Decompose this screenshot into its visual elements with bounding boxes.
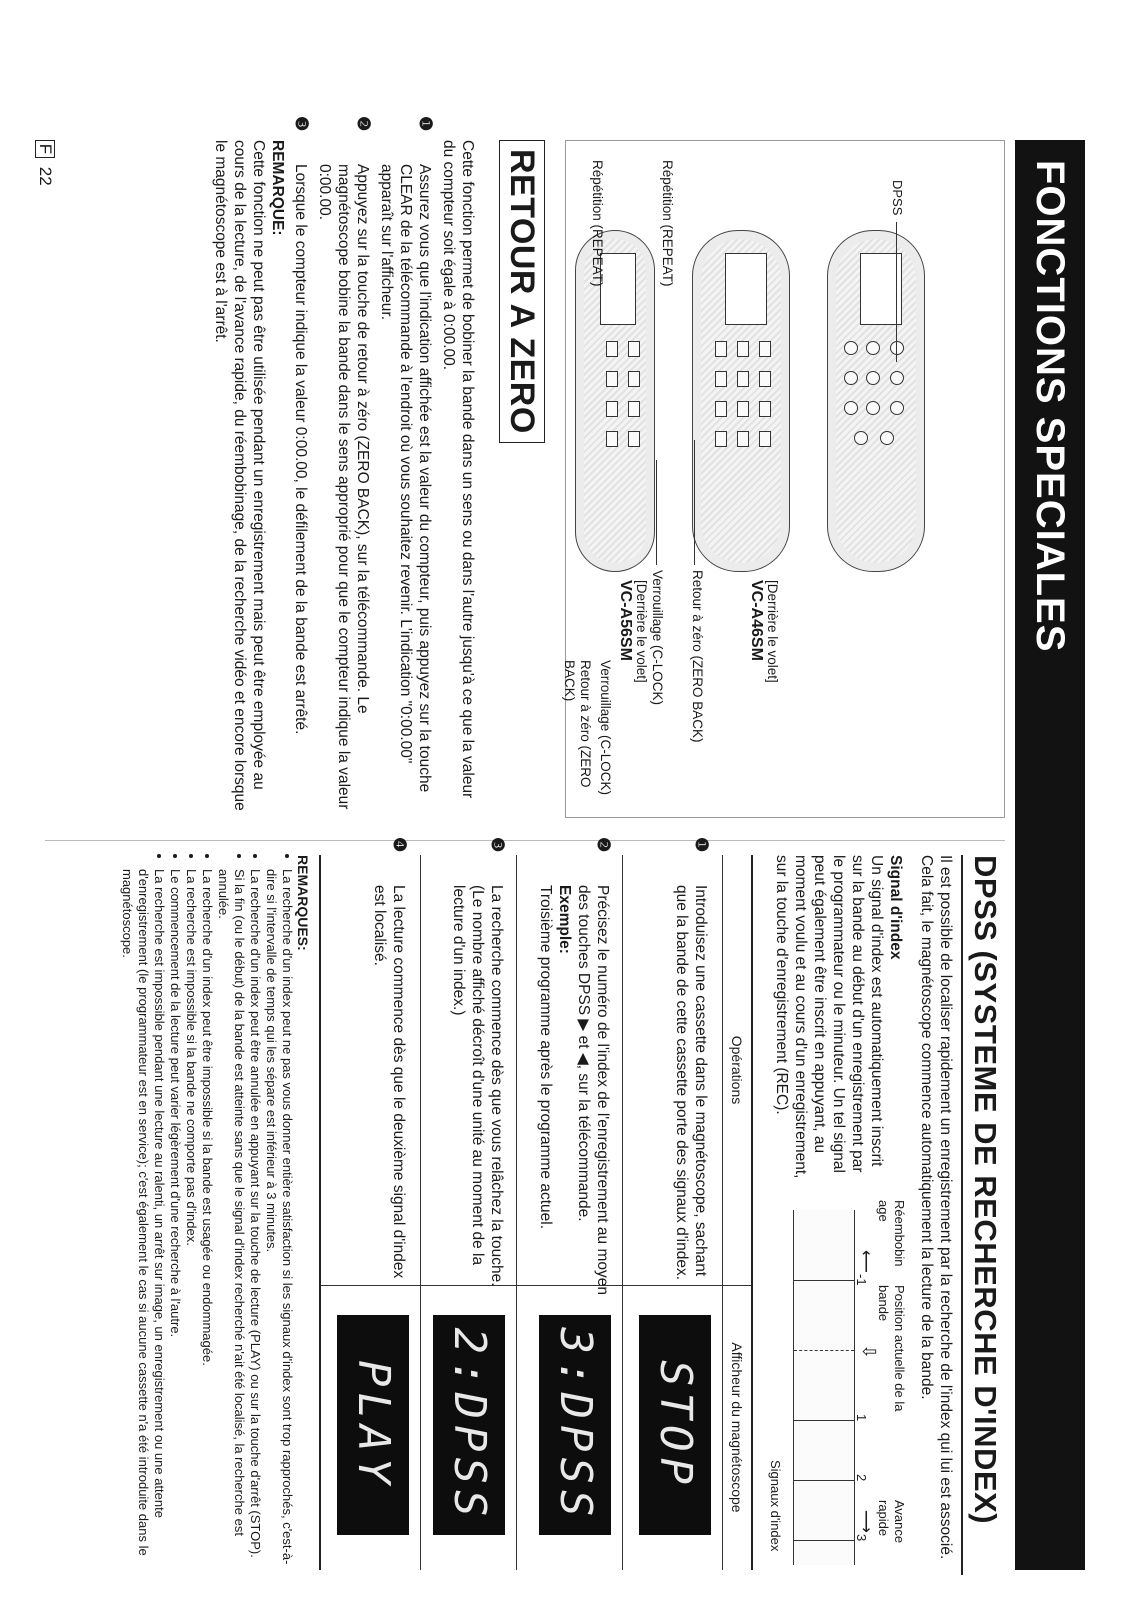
page-number: 22 [36,166,55,186]
leader-line [656,460,657,565]
step-number: ❶ [416,116,435,132]
position-label: Position actuelle de la bande [876,1285,907,1412]
remote-button [844,341,858,355]
remote-2-zero-back-label: Retour à zéro (ZERO BACK) [690,570,705,743]
remote-button [715,371,727,387]
table-row-3-text [449,837,507,1295]
vcr-display-row-2 [539,1315,611,1535]
remote-button [715,401,727,417]
retour-step-2 [315,116,373,816]
remark-item: • La recherche d'un index peut être impossible si la bande est usagée ou endommagée. [199,869,215,1570]
vcr-display-text: 3:DPSS [550,1327,601,1523]
signals-label: Signaux d'index [768,1460,783,1552]
remote-2-c-lock-label: Verrouillage (C-LOCK) [650,570,665,706]
retour-intro: Cette fonction permet de bobiner la bande dans un sens ou dans l'autre jusqu'à ce que la valeur du compteur soit égale à 0:00.00. [440,140,476,799]
remote-3-c-lock-label: Verrouillage (C-LOCK) [598,660,613,796]
row-text: La recherche commence dès que vous relâchez la touche. (Le nombre affiché décroît d'une unité au moment de la lecture d'un index.) [450,885,505,1287]
remote-button [759,401,771,417]
table-row-1-text [672,837,711,1295]
remote-button [866,401,880,415]
remote-button [866,341,880,355]
col-operations-header: Opérations [729,1035,745,1105]
vcr-display-text: STOP [650,1360,701,1490]
remote-figure [555,140,1005,830]
step-text: Lorsque le compteur indique la valeur 0:00.00, le défilement de la bande est arrêté. [292,164,309,735]
remote-control-1 [827,230,925,572]
remote-button [890,341,904,355]
remote-button [890,401,904,415]
tape-diagram [757,1200,907,1570]
remote-button [759,371,771,387]
retour-remark-text: Cette fonction ne peut pas être utilisée pendant un enregistrement mais peut être employée au cours de la lecture, de l'avance rapide, du réembobinage, de la recherche vidéo et encore lorsque le magnétoscope est à l'arrêt. [212,140,267,811]
operations-table [319,837,753,1570]
remote-2-repeat-label: Répétition (REPEAT) [660,160,675,287]
dpss-leader-line [896,222,897,362]
remote-button [628,401,640,417]
row-text: Précisez le numéro de l'index de l'enregistrement au moyen des touches DPSS ▶ et ◀, sur la télécommande. [575,885,611,1295]
example-title: Exemple: [556,885,573,954]
row-text: Introduisez une cassette dans le magnétoscope, sachant que la bande de cette cassette porte des signaux d'index. [673,885,709,1281]
remarks-list [119,855,295,1570]
tick-1: 1 [854,1414,869,1422]
remote-display-window [600,253,636,325]
remark-item: • Le commencement de la lecture peut varier légèrement d'une recherche à l'autre. [167,869,183,1570]
remarks-title: REMARQUES: [295,855,311,951]
row-number: ❹ [390,837,409,853]
index-mark [794,1480,854,1481]
remote-2-model: VC-A46SM [748,580,765,661]
arrow-left-icon: ⟵ [857,1250,874,1273]
remote-display-window [725,253,767,325]
remote-button [628,341,640,357]
retour-remark-title: REMARQUE: [269,140,286,236]
remote-button [890,371,904,385]
row-number: ❷ [594,837,613,853]
remote-button [606,341,618,357]
vcr-display-text: 2:DPSS [444,1327,495,1523]
column-divider [45,840,1005,841]
page-footer [35,140,55,186]
remote-button [866,371,880,385]
remote-button [844,371,858,385]
page-letter-box: F [35,140,55,158]
leader-line [694,440,695,565]
arrow-right-icon: ⟶ [857,1510,874,1533]
tick-3: 3 [854,1534,869,1542]
remote-button [628,431,640,447]
step-text: Assurez vous que l'indication affichée est la valeur du compteur, puis appuyez sur la touche CLEAR de la télécommande à l'endroit où vous souhaitez revenir. L'indication "0:00.00" apparaît sur l'afficheur. [378,164,433,793]
signal-text: Un signal d'index est automatiquement inscrit sur la bande au début d'un enregistrement par le programmateur ou le minuteur. Un tel signal peut également être inscrit en appuyant, au moment voulu et au cours d'un enregistrement, sur la touche d'enregistrement (REC). [773,855,885,1179]
remark-item: • La recherche est impossible pendant une lecture au ralenti, un arrêt sur image, un enregistrement ou une attente d'enregistrement (le programmateur est en service); c'est également le cas si aucune cassette n'a été introduite dans le magnétoscope. [119,869,167,1570]
vcr-display-row-1 [639,1315,711,1535]
index-mark [794,1540,854,1541]
example-text: Troisième programme après le programme actuel. [537,885,554,1229]
dpss-label: DPSS [890,180,905,216]
remote-3-repeat-label: Répétition (REPEAT) [590,160,605,287]
remote-button [844,401,858,415]
remote-control-2 [692,230,790,572]
remote-button [759,341,771,357]
remote-2-model-note: [Derrière le volet] [765,580,780,683]
row-number: ❸ [488,837,507,853]
remote-button [737,371,749,387]
remote-3-zero-back-label: Retour à zéro (ZERO BACK) [562,660,593,788]
index-mark [794,1280,854,1281]
col-display-header: Afficheur du magnétoscope [729,1342,745,1513]
remark-item: • Si la fin (ou le début) de la bande est atteinte sans que le signal d'index recherché n'ait été localisé, la recherche est annulée. [215,869,247,1570]
retour-step-1 [377,116,435,816]
remote-button [628,371,640,387]
row-number: ❶ [692,837,711,853]
tick-2: 2 [854,1474,869,1482]
dpss-remarks [119,855,311,1570]
remote-button [737,431,749,447]
remote-button [715,341,727,357]
retour-a-zero-section [211,116,545,816]
tick-minus-1: -1 [854,1274,869,1286]
remote-button [737,341,749,357]
row-rule [516,855,517,1570]
tape-strip [793,1210,855,1565]
remark-item: • La recherche est impossible si la bande ne comporte pas d'index. [183,869,199,1570]
rewind-label: Réembobinage [876,1200,907,1267]
dpss-section [120,837,1005,1575]
table-row-4-text [370,837,409,1295]
remote-button [737,401,749,417]
remote-button [606,371,618,387]
current-position-arrow-icon: ⇩ [859,1344,879,1360]
vcr-display-row-4 [337,1315,409,1535]
retour-title: RETOUR A ZERO [499,140,545,443]
signal-block [772,855,905,1185]
remote-3-model-note: [Derrière le volet] [634,580,649,683]
remote-button [606,401,618,417]
ff-label: Avance rapide [876,1500,907,1544]
table-header-rule [722,855,723,1570]
row-rule [420,855,421,1570]
vcr-display-text: PLAY [348,1360,399,1490]
remote-button [880,431,894,445]
signal-title: Signal d'index [887,855,904,960]
remark-item: • La recherche d'un index peut ne pas vous donner entière satisfaction si les signaux d'index sont trop rapprochés, c'est-à-dire si l'intervalle de temps qui les sépare est inférieur à 3 minutes. [263,869,295,1570]
remote-button [715,431,727,447]
index-mark [794,1420,854,1421]
remote-3-model: VC-A56SM [617,580,634,661]
step-text: Appuyez sur la touche de retour à zéro (ZERO BACK), sur la télécommande. Le magnétoscope bobine la bande dans le sens approprié pour que le compteur indique la valeur 0:00.00. [316,164,371,810]
remote-button [854,431,868,445]
remote-button [759,431,771,447]
retour-step-3 [291,116,311,816]
index-mark-current [794,1350,854,1351]
section-banner [1015,140,1085,1570]
remote-button [606,431,618,447]
dpss-intro: Il est possible de localiser rapidement un enregistrement par la recherche de l'index qui lui est associé. Cela fait, le magnétoscope commence automatiquement la lecture de la bande. [918,855,954,1560]
dpss-title: DPSS (SYSTEME DE RECHERCHE D'INDEX) [961,855,1005,1575]
remark-item: • La recherche d'un index peut être annulée en appuyant sur la touche de lecture (PLAY) ou sur la touche d'arrêt (STOP). [247,869,263,1570]
vcr-display-row-3 [433,1315,505,1535]
row-text: La lecture commence dès que le deuxième signal d'index est localisé. [371,885,407,1279]
banner-title: FONCTIONS SPECIALES [1028,160,1072,653]
remote-control-3 [575,230,655,572]
step-number: ❸ [292,116,311,132]
table-row-2-text [536,837,613,1295]
row-rule [622,855,623,1570]
step-number: ❷ [354,116,373,132]
